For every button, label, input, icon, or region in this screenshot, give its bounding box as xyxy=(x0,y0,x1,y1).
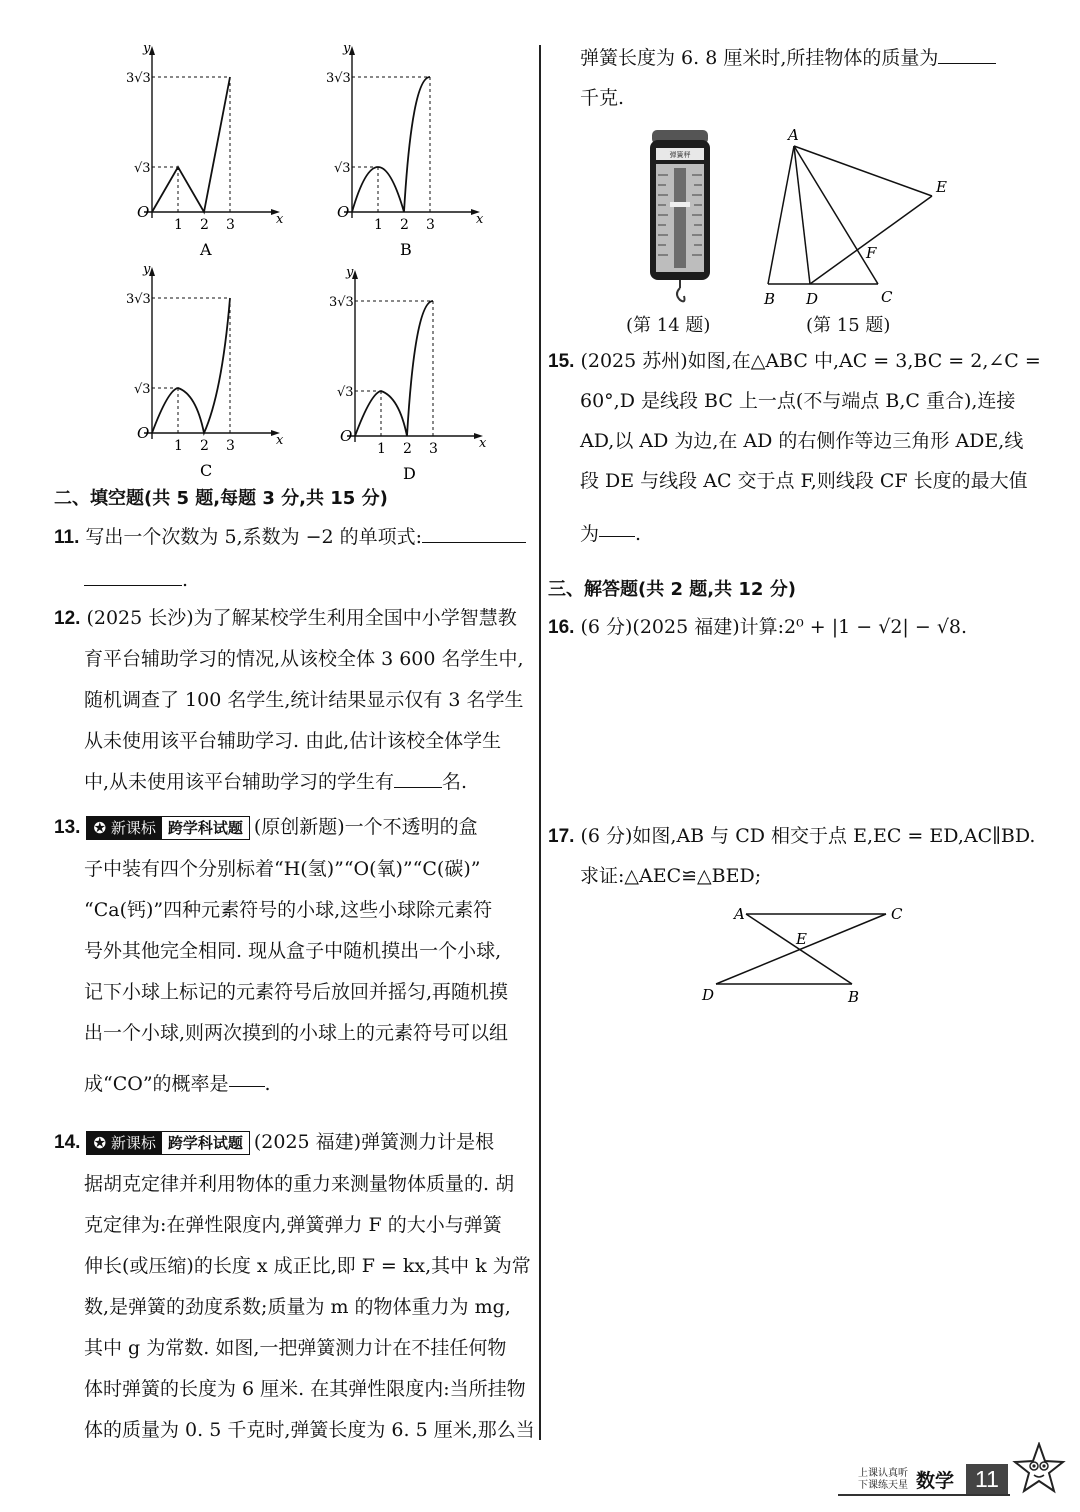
answer-blank[interactable] xyxy=(84,565,182,586)
question-line: 段 DE 与线段 AC 交于点 F,则线段 CF 长度的最大值 xyxy=(580,470,1028,492)
x-axis-label: x xyxy=(276,433,284,448)
question-11-cont xyxy=(84,560,188,600)
footer-slogan-1: 上课认真听 xyxy=(858,1468,908,1479)
footer-rule xyxy=(838,1494,1010,1496)
label-C: C xyxy=(891,905,903,923)
badge-label: 新课标 xyxy=(110,819,156,837)
label-E: E xyxy=(936,178,947,196)
question-line: 据胡克定律并利用物体的重力来测量物体质量的. 胡 xyxy=(84,1173,515,1195)
question-12 xyxy=(54,598,517,639)
question-line: 记下小球上标记的元素符号后放回并摇匀,再随机摸 xyxy=(84,981,509,1003)
question-number: 15. xyxy=(548,351,575,372)
origin-label: O xyxy=(340,427,353,445)
question-line: AD,以 AD 为边,在 AD 的右侧作等边三角形 ADE,线 xyxy=(580,430,1024,452)
label-F: F xyxy=(866,244,877,262)
graph-panel-D xyxy=(329,265,487,480)
function-curve xyxy=(352,77,430,212)
segment-DE xyxy=(810,196,932,284)
segment-AB xyxy=(768,146,794,284)
y-tick-label: 3√3 xyxy=(329,295,354,310)
question-number: 12. xyxy=(54,608,81,629)
segment-CD xyxy=(716,914,886,984)
x-axis-label: x xyxy=(276,212,284,227)
function-curve xyxy=(152,298,230,433)
star-icon: ✪ xyxy=(93,1134,107,1152)
x-tick-label: 2 xyxy=(200,438,209,454)
mascot-star-icon xyxy=(1012,1442,1066,1500)
badge-label: 新课标 xyxy=(110,1134,156,1152)
label-C: C xyxy=(881,288,893,306)
question-line: “Ca(钙)”四种元素符号的小球,这些小球除元素符 xyxy=(84,899,493,921)
x-tick-label: 3 xyxy=(226,438,235,454)
question-15 xyxy=(548,341,1041,382)
x-axis-label: x xyxy=(476,212,484,227)
scale-brand: 弹簧秤 xyxy=(669,151,691,159)
y-tick-label: √3 xyxy=(334,161,351,176)
label-A: A xyxy=(734,905,745,923)
section-3-title: 三、解答题(共 2 题,共 12 分) xyxy=(548,579,796,600)
question-line: 从未使用该平台辅助学习. 由此,估计该校全体学生 xyxy=(84,730,502,752)
question-line: 随机调查了 100 名学生,统计结果显示仅有 3 名学生 xyxy=(84,689,524,711)
badge-label: 跨学科试题 xyxy=(167,1134,243,1152)
section-2-title: 二、填空题(共 5 题,每题 3 分,共 15 分) xyxy=(54,488,388,509)
question-number: 14. xyxy=(54,1132,81,1153)
y-tick-label: √3 xyxy=(337,385,354,400)
question-text: (6 分)(2025 福建)计算:2⁰ + |1 − √2| − √8. xyxy=(580,616,968,638)
period: . xyxy=(182,569,189,591)
origin-label: O xyxy=(137,203,150,221)
y-tick-label: 3√3 xyxy=(126,292,151,307)
spring-scale-figure xyxy=(640,130,720,310)
y-axis-label: y xyxy=(346,265,354,280)
x-tick-label: 2 xyxy=(200,217,209,233)
badge-xinkebiao xyxy=(86,1131,249,1155)
question-line: (原创新题)一个不透明的盒 xyxy=(253,816,478,838)
question-12-last xyxy=(84,762,467,802)
question-number: 17. xyxy=(548,826,575,847)
label-A: A xyxy=(788,126,799,144)
graph-caption: D xyxy=(403,464,416,480)
footer-slogan-2: 下课练天星 xyxy=(858,1480,908,1491)
question-line: (2025 福建)弹簧测力计是根 xyxy=(253,1131,495,1153)
question-14-cont xyxy=(580,38,996,78)
question-line: 其中 g 为常数. 如图,一把弹簧测力计在不挂任何物 xyxy=(84,1337,507,1359)
graph-caption: C xyxy=(200,461,213,480)
question-line: . xyxy=(264,1073,271,1095)
graph-caption: A xyxy=(200,240,212,259)
question-line: 出一个小球,则两次摸到的小球上的元素符号可以组 xyxy=(84,1022,509,1044)
x-tick-label: 2 xyxy=(403,441,412,457)
x-tick-label: 3 xyxy=(429,441,438,457)
label-B: B xyxy=(848,988,860,1006)
question-line: 名. xyxy=(442,771,468,793)
label-E: E xyxy=(796,930,807,948)
question-number: 16. xyxy=(548,617,575,638)
question-line: 体时弹簧的长度为 6 厘米. 在其弹性限度内:当所挂物 xyxy=(84,1378,526,1400)
question-14 xyxy=(54,1122,494,1163)
footer-subject: 数学 xyxy=(916,1470,955,1492)
question-15-last xyxy=(580,514,641,554)
question-line: 弹簧长度为 6. 8 厘米时,所挂物体的质量为 xyxy=(580,47,939,69)
figure-17 xyxy=(690,898,920,1008)
x-tick-label: 1 xyxy=(377,441,386,457)
question-line: 千克. xyxy=(580,87,625,109)
question-line: 数,是弹簧的劲度系数;质量为 m 的物体重力为 mg, xyxy=(84,1296,511,1318)
question-11 xyxy=(54,517,526,558)
y-tick-label: 3√3 xyxy=(326,71,351,86)
answer-blank[interactable] xyxy=(229,1086,265,1087)
question-line: 60°,D 是线段 BC 上一点(不与端点 B,C 重合),连接 xyxy=(580,390,1016,412)
y-tick-label: 3√3 xyxy=(126,71,151,86)
star-icon: ✪ xyxy=(93,819,107,837)
question-line: 子中装有四个分别标着“H(氢)”“O(氧)”“C(碳)” xyxy=(84,858,481,880)
function-curve xyxy=(152,77,230,212)
spring-scale-icon xyxy=(640,130,720,310)
question-13-last xyxy=(84,1064,271,1104)
x-tick-label: 2 xyxy=(400,217,409,233)
question-17 xyxy=(548,816,1035,857)
answer-blank[interactable] xyxy=(422,522,526,543)
question-line: 伸长(或压缩)的长度 x 成正比,即 F = kx,其中 k 为常 xyxy=(84,1255,531,1277)
segment-AB xyxy=(746,914,852,984)
graph-panel-A xyxy=(126,41,284,259)
graph-panel-B xyxy=(326,41,484,259)
label-B: B xyxy=(764,290,776,308)
segment-AD xyxy=(794,146,810,284)
figure-15-caption: (第 15 题) xyxy=(806,315,891,336)
question-number: 13. xyxy=(54,817,81,838)
origin-label: O xyxy=(337,203,350,221)
origin-label: O xyxy=(137,424,150,442)
question-line: 体的质量为 0. 5 千克时,弹簧长度为 6. 5 厘米,那么当 xyxy=(84,1419,535,1441)
x-tick-label: 1 xyxy=(174,438,183,454)
question-line: 求证:△AEC≌△BED; xyxy=(580,865,762,887)
graph-group xyxy=(90,40,520,480)
question-line: (6 分)如图,AB 与 CD 相交于点 E,EC = ED,AC∥BD. xyxy=(580,825,1036,847)
segment-AC xyxy=(794,146,878,284)
x-tick-label: 3 xyxy=(426,217,435,233)
question-16 xyxy=(548,607,967,648)
question-13 xyxy=(54,807,478,848)
question-line: . xyxy=(635,523,642,545)
graph-caption: B xyxy=(400,240,412,259)
answer-blank[interactable] xyxy=(599,536,635,537)
segment-AE xyxy=(794,146,932,196)
question-text: 写出一个次数为 5,系数为 −2 的单项式: xyxy=(85,526,423,548)
question-line: 号外其他完全相同. 现从盒子中随机摸出一个小球, xyxy=(84,940,502,962)
question-line: 克定律为:在弹性限度内,弹簧弹力 F 的大小与弹簧 xyxy=(84,1214,502,1236)
question-line: 中,从未使用该平台辅助学习的学生有 xyxy=(84,771,395,793)
question-line: (2025 苏州)如图,在△ABC 中,AC = 3,BC = 2,∠C = xyxy=(580,350,1041,372)
graphs-svg xyxy=(90,40,520,480)
question-line: (2025 长沙)为了解某校学生利用全国中小学智慧教 xyxy=(86,607,517,629)
page-number-box xyxy=(966,1464,1008,1494)
badge-label: 跨学科试题 xyxy=(167,819,243,837)
badge-xinkebiao xyxy=(86,816,249,840)
function-curve xyxy=(355,301,433,436)
label-D: D xyxy=(702,986,715,1004)
x-tick-label: 3 xyxy=(226,217,235,233)
y-axis-label: y xyxy=(143,262,151,277)
column-divider xyxy=(539,45,541,1440)
answer-blank[interactable] xyxy=(938,43,996,64)
figure-14-caption: (第 14 题) xyxy=(626,315,711,336)
y-tick-label: √3 xyxy=(134,161,151,176)
answer-blank[interactable] xyxy=(394,767,442,788)
y-axis-label: y xyxy=(143,41,151,56)
question-line: 育平台辅助学习的情况,从该校全体 3 600 名学生中, xyxy=(84,648,524,670)
question-number: 11. xyxy=(54,527,80,548)
y-tick-label: √3 xyxy=(134,382,151,397)
x-tick-label: 1 xyxy=(374,217,383,233)
x-axis-label: x xyxy=(479,436,487,451)
y-axis-label: y xyxy=(343,41,351,56)
triangle-figure-15 xyxy=(750,120,960,310)
x-tick-label: 1 xyxy=(174,217,183,233)
label-D: D xyxy=(806,290,819,308)
footer xyxy=(838,1458,1068,1504)
question-line: 成“CO”的概率是 xyxy=(84,1073,229,1095)
graph-panel-C xyxy=(126,262,284,480)
page-number: 11 xyxy=(975,1466,999,1492)
question-line: 为 xyxy=(580,523,600,545)
